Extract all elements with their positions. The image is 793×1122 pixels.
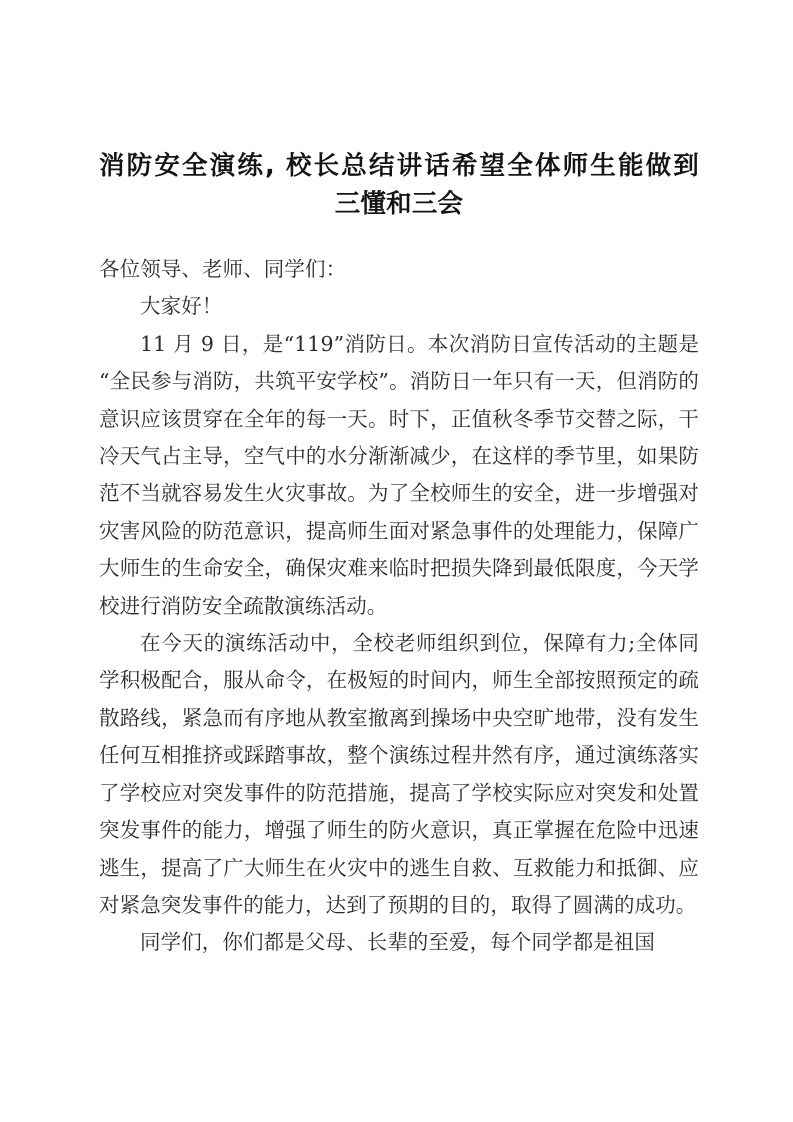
paragraph-1: 11 月 9 日，是“119”消防日。本次消防日宣传活动的主题是“全民参与消防，共筑平安学校”。消防日一年只有一天，但消防的意识应该贯穿在全年的每一天。时下，正值秋冬季节交替之际，干冷天气占主导，空气中的水分渐渐减少，在这样的季节里，如果防范不当就容易发生火灾事故。为了全校师生的安全，进一步增强对灾害风险的防范意识，提高师生面对紧急事件的处理能力，保障广大师生的生命安全，确保灾难来临时把损失降到最低限度，今天学校进行消防安全疏散演练活动。 xyxy=(99,331,699,618)
page-title-line-2: 三懂和三会 xyxy=(334,189,464,219)
paragraph-3: 同学们，你们都是父母、长辈的至爱，每个同学都是祖国 xyxy=(140,930,655,955)
paragraph-salutation: 大家好！ xyxy=(140,294,223,319)
document-content xyxy=(99,0,699,962)
document-body xyxy=(99,251,699,962)
page-title-line-1: 消防安全演练, 校长总结讲话希望全体师生能做到 xyxy=(99,151,699,181)
page-title xyxy=(99,0,699,223)
paragraph-greeting: 各位领导、老师、同学们： xyxy=(99,257,347,281)
paragraph-2: 在今天的演练活动中，全校老师组织到位，保障有力;全体同学积极配合，服从命令，在极短的时间内，师生全部按照预定的疏散路线，紧急而有序地从教室撤离到操场中央空旷地带，没有发生任何互相推挤或踩踏事故，整个演练过程井然有序，通过演练落实了学校应对突发事件的防范措施，提高了学校实际应对突发和处置突发事件的能力，增强了师生的防火意识，真正掌握在危险中迅速逃生，提高了广大师生在火灾中的逃生自救、互救能力和抵御、应对紧急突发事件的能力，达到了预期的目的，取得了圆满的成功。 xyxy=(99,631,699,917)
